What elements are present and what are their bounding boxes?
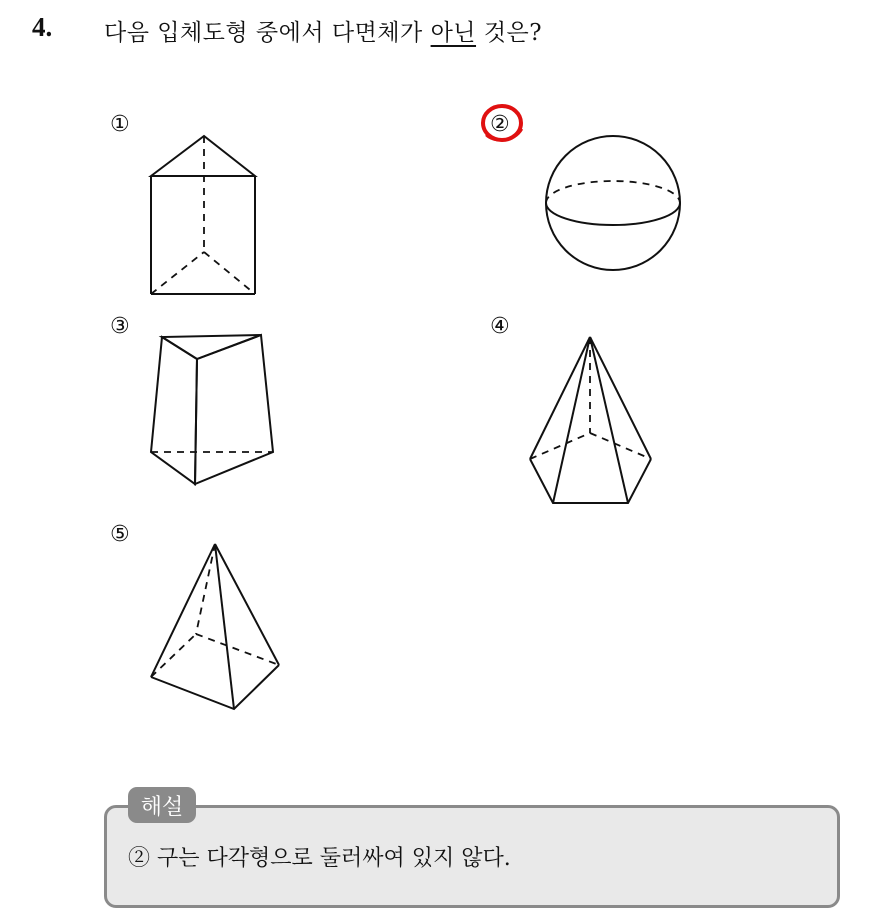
question-number: 4. (32, 12, 53, 42)
choice-5-label[interactable]: ⑤ (110, 522, 130, 547)
choice-2-label[interactable]: ② (490, 112, 510, 137)
choice-4-label[interactable]: ④ (490, 314, 510, 339)
solution-tag: 해설 (128, 787, 196, 823)
choice-3-label[interactable]: ③ (110, 314, 130, 339)
question-text-start: 다음 입체도형 중에서 다면체가 (104, 20, 431, 46)
quadrangular-pyramid-figure (140, 536, 290, 716)
solution-text: ② 구는 다각형으로 둘러싸여 있지 않다. (128, 846, 511, 871)
sphere-figure (540, 130, 688, 278)
triangular-prism-figure (140, 128, 270, 303)
question-text (104, 14, 542, 47)
question-text-end: 것은? (476, 20, 543, 46)
triangular-frustum-figure (140, 328, 280, 493)
choice-1-label[interactable]: ① (110, 112, 130, 137)
pentagonal-pyramid-figure (520, 328, 660, 513)
question-emphasis: 아닌 (430, 20, 477, 46)
